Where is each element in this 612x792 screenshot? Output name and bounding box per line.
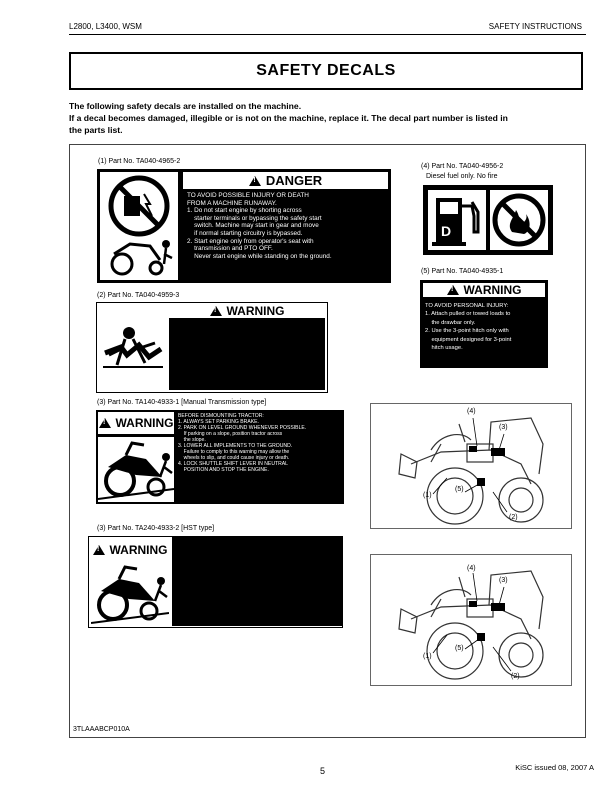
callout-2: (2) [511,673,520,680]
decal-3b-part-number: (3) Part No. TA240-4933-2 [HST type] [97,525,215,532]
callout-5: (5) [455,486,464,493]
decal-3-text: BEFORE DISMOUNTING TRACTOR: 1. ALWAYS SET PARKING BRAKE. 2. PARK ON LEVEL GROUND WHENEVER POSSIBLE. If parking on a slope, position tractor across the slope. 3. LOWER ALL IMPLEMENTS TO THE GROUND. Failure to comply to this warning may allow the wheels to slip, and could cause injury or death. 4. LOCK SHUTTLE SHIFT LEVER IN NEUTRAL POSITION AND STOP THE ENGINE. [178,413,307,473]
decal-2-signal: ! WARNING [169,304,325,319]
header-rule [69,34,586,35]
callout-5: (5) [455,645,464,652]
tractor-rollaway-icon [98,437,174,502]
decal-3b-signal: ! WARNING [91,539,169,561]
decal-1-danger [97,169,391,283]
decal-3-part-number: (3) Part No. TA140-4933-1 [Manual Transmission type] [97,399,267,406]
decal-3b-text: BEFORE DISMOUNTING TRACTOR: 1. ALWAYS SET PARKING BRAKE. Leaving transmission in gear with the engine stopped will not prevent tractor from rolling. 2. PARK ON LEVEL GROUND WHENEVER POSSIBLE. If parking on a slope, position tractor across the slope. 3. LOWER ALL IMPLEMENTS TO THE GROUND. Failure to comply to this warning may allow the wheels to slip, and could cause injury or death. 4. STOP THE ENGINE. [175,540,304,606]
alert-triangle-icon [210,306,222,316]
decal-5-text: TO AVOID PERSONAL INJURY: 1. Attach pulled or towed loads to the drawbar only. 2. Use the 3-point hitch only with equipment designed for 3-point hitch usage. [425,303,512,352]
decal-1-text: TO AVOID POSSIBLE INJURY OR DEATH FROM A MACHINE RUNAWAY. 1. Do not start engine by shorting across starter terminals or bypassing the safety start switch. Machine may start in gear and move if normal starting circuitry is bypassed. 2. Start engine only from operator's seat with transmission and PTO OFF. Never start engine while standing on the ground. [187,192,332,260]
no-short-start-icon [100,172,178,280]
issue-note: KiSC issued 08, 2007 A [515,763,594,772]
decal-1-part-number: (1) Part No. TA040-4965-2 [98,158,181,165]
decal-5-warning [420,280,548,368]
callout-4: (4) [467,408,476,415]
tractor-illustration [371,555,571,685]
tractor-photo-bottom [370,554,572,686]
alert-triangle-icon [447,285,459,295]
intro-line-3: the parts list. [69,125,123,135]
decal-2-text: TO AVOID PERSONAL INJURY: 1. Keep PTO shield in place at all times. 2. Do not operate the PTO at speeds faster than the speed recommended by the implement manufacturer. 3. For trailing PTO-driven implements, set drawbar at towing position. (see operator's manual) [172,320,283,380]
decal-3-warning [96,410,344,504]
intro-line-1: The following safety decals are installed on the machine. [69,101,302,111]
header-section: SAFETY INSTRUCTIONS [488,22,582,31]
decal-5-signal: ! WARNING [423,283,545,297]
tractor-illustration [371,404,571,528]
decal-2-warning [96,302,328,393]
decal-1-pictogram [100,172,178,280]
decal-4-fuel [423,185,553,255]
tractor-photo-top [370,403,572,529]
pto-entanglement-icon [99,305,167,390]
svg-text:D: D [441,223,452,239]
alert-triangle-icon [99,418,111,428]
no-fire-icon [490,190,548,250]
callout-1: (1) [423,653,432,660]
decal-4-part-number: (4) Part No. TA040-4956-2 [421,163,504,170]
decal-2-part-number: (2) Part No. TA040-4959-3 [97,292,180,299]
callout-3: (3) [499,424,508,431]
callout-4: (4) [467,565,476,572]
diesel-pump-icon [428,190,486,250]
alert-triangle-icon [249,176,261,186]
decal-5-part-number: (5) Part No. TA040-4935-1 [421,268,504,275]
callout-3: (3) [499,577,508,584]
tractor-rollaway-icon [91,563,169,625]
figure-id: 3TLAAABCP010A [73,726,130,733]
page-title: SAFETY DECALS [69,52,583,90]
page-number: 5 [320,766,326,776]
decal-3-signal: ! WARNING [98,412,174,434]
callout-2: (2) [509,514,518,521]
callout-1: (1) [423,492,432,499]
intro-line-2: If a decal becomes damaged, illegible or is not on the machine, replace it. The decal part number is listed in [69,113,508,123]
decal-3b-warning [88,536,343,628]
decal-1-signal: ! DANGER [183,172,388,189]
decal-4-caption: Diesel fuel only. No fire [426,173,498,180]
header-models: L2800, L3400, WSM [69,22,142,31]
alert-triangle-icon [93,545,105,555]
